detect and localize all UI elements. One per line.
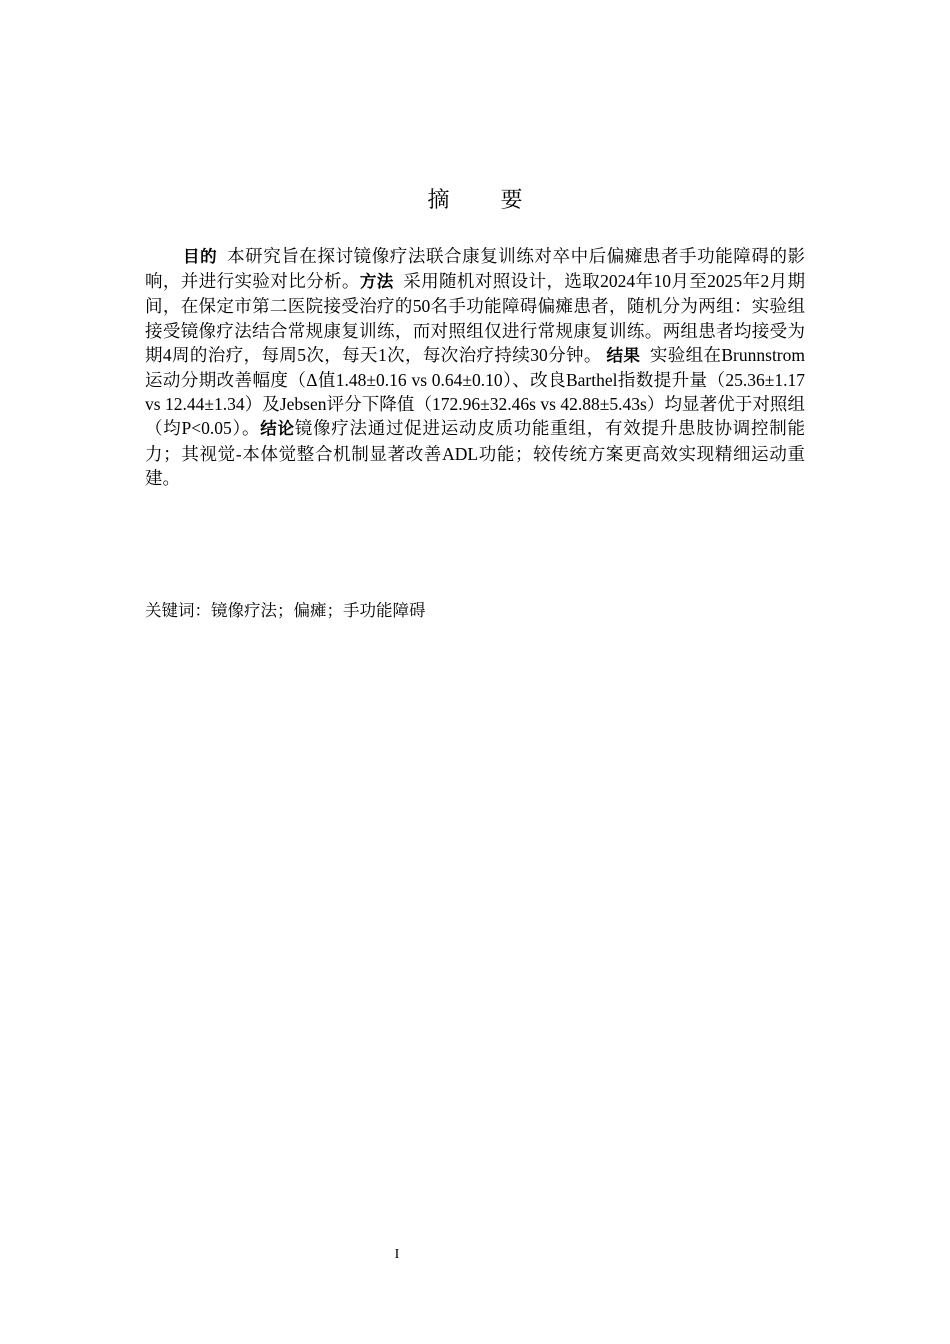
result-label: 结果 <box>606 345 641 365</box>
method-label: 方法 <box>359 272 394 292</box>
page-title: 摘 要 <box>427 188 545 213</box>
purpose-text: 本研究旨在探讨镜像疗法联合康复训练对卒中后偏瘫患者手功能障碍的影响，并进行实验对比分析。 <box>145 246 806 292</box>
purpose-label: 目的 <box>183 247 218 266</box>
abstract-paragraph <box>145 244 805 490</box>
conclusion-text: 镜像疗法通过促进运动皮质功能重组，有效提升患肢协调控制能力；其视觉-本体觉整合机制显著改善ADL功能；较传统方案更高效实现精细运动重建。 <box>145 418 806 488</box>
keywords: 关键词：镜像疗法；偏瘫；手功能障碍 <box>145 601 426 620</box>
conclusion-label: 结论 <box>260 419 295 439</box>
page-number: I <box>394 1247 400 1262</box>
result-text: 实验组在Brunnstrom运动分期改善幅度（Δ值1.48±0.16 vs 0.64±0.10）、改良Barthel指数提升量（25.36±1.17 vs 12.44±1.34）及Jebsen评分下降值（172.96±32.46s vs 42.88±5.43s）均显著优于对照组（均P<0.05）。 <box>145 344 805 439</box>
method-text: 采用随机对照设计，选取2024年10月至2025年2月期间，在保定市第二医院接受治疗的50名手功能障碍偏瘫患者，随机分为两组：实验组接受镜像疗法结合常规康复训练，而对照组仅进行常规康复训练。两组患者均接受为期4周的治疗，每周5次，每天1次，每次治疗持续30分钟。 <box>145 271 806 365</box>
